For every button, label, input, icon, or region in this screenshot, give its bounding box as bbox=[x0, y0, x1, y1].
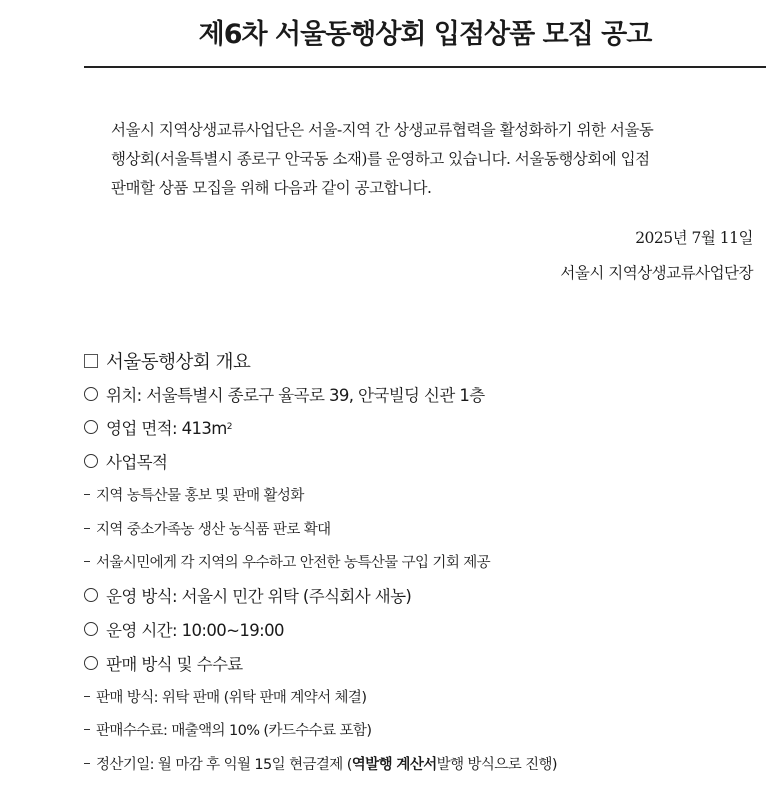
section-heading-text: 서울동행상회 개요 bbox=[106, 352, 251, 373]
circle-bullet-icon bbox=[84, 420, 98, 434]
purpose-subitem bbox=[84, 545, 774, 579]
area-item: 영업 면적: 413m 2 bbox=[84, 411, 774, 445]
purpose-subitem bbox=[84, 478, 774, 512]
intro-line: 행상회(서울특별시 종로구 안국동 소재)를 운영하고 있습니다. 서울동행상회에 입점 bbox=[111, 150, 650, 168]
purpose-text: 지역 농특산물 홍보 및 판매 활성화 bbox=[96, 488, 304, 505]
sales-subitem bbox=[84, 679, 774, 713]
circle-bullet-icon bbox=[84, 656, 98, 670]
location-item bbox=[84, 377, 774, 411]
dash-bullet-icon bbox=[84, 696, 90, 697]
area-text: 영업 면적: 413m bbox=[106, 419, 227, 439]
sales-fee-text: 판매수수료: 매출액의 10% (카드수수료 포함) bbox=[96, 723, 372, 740]
purpose-item bbox=[84, 444, 774, 478]
circle-bullet-icon bbox=[84, 387, 98, 401]
dash-bullet-icon bbox=[84, 763, 90, 764]
settlement-text-suffix: 발행 방식으로 진행) bbox=[436, 756, 557, 773]
settlement-text-bold: 역발행 계산서 bbox=[351, 756, 437, 773]
intro-line: 판매할 상품 모집을 위해 다음과 같이 공고합니다. bbox=[111, 179, 432, 197]
intro-line: 서울시 지역상생교류사업단은 서울-지역 간 상생교류협력을 활성화하기 위한 서울동 bbox=[111, 121, 654, 139]
dash-bullet-icon bbox=[84, 561, 90, 562]
title-divider bbox=[84, 66, 766, 68]
announcement-date: 2025년 7월 11일 bbox=[635, 229, 753, 247]
dash-bullet-icon bbox=[84, 494, 90, 495]
purpose-subitem bbox=[84, 511, 774, 545]
sales-item bbox=[84, 646, 774, 680]
circle-bullet-icon bbox=[84, 622, 98, 636]
location-text: 위치: 서울특별시 종로구 율곡로 39, 안국빌딩 신관 1층 bbox=[106, 385, 485, 405]
sales-label: 판매 방식 및 수수료 bbox=[106, 654, 243, 674]
dash-bullet-icon bbox=[84, 729, 90, 730]
purpose-text: 서울시민에게 각 지역의 우수하고 안전한 농특산물 구입 기회 제공 bbox=[96, 555, 491, 572]
overview-section bbox=[84, 345, 774, 780]
sales-subitem bbox=[84, 747, 774, 781]
operation-method-text: 운영 방식: 서울시 민간 위탁 (주식회사 새농) bbox=[106, 587, 412, 607]
purpose-text: 지역 중소가족농 생산 농식품 판로 확대 bbox=[96, 521, 331, 538]
purpose-label: 사업목적 bbox=[106, 452, 168, 472]
intro-paragraph bbox=[111, 116, 761, 203]
circle-bullet-icon bbox=[84, 588, 98, 602]
operation-method-item bbox=[84, 579, 774, 613]
sales-subitem bbox=[84, 713, 774, 747]
operation-hours-text: 운영 시간: 10:00~19:00 bbox=[106, 620, 284, 640]
section-heading bbox=[84, 345, 774, 377]
sales-method-text: 판매 방식: 위탁 판매 (위탁 판매 계약서 체결) bbox=[96, 689, 367, 706]
operation-hours-item bbox=[84, 612, 774, 646]
square-bullet-icon bbox=[84, 354, 98, 368]
issuer-name: 서울시 지역상생교류사업단장 bbox=[560, 264, 753, 282]
page-title: 제6차 서울동행상회 입점상품 모집 공고 bbox=[198, 19, 652, 50]
dash-bullet-icon bbox=[84, 528, 90, 529]
circle-bullet-icon bbox=[84, 454, 98, 468]
settlement-text-prefix: 정산기일: 월 마감 후 익월 15일 현금결제 ( bbox=[96, 756, 352, 773]
